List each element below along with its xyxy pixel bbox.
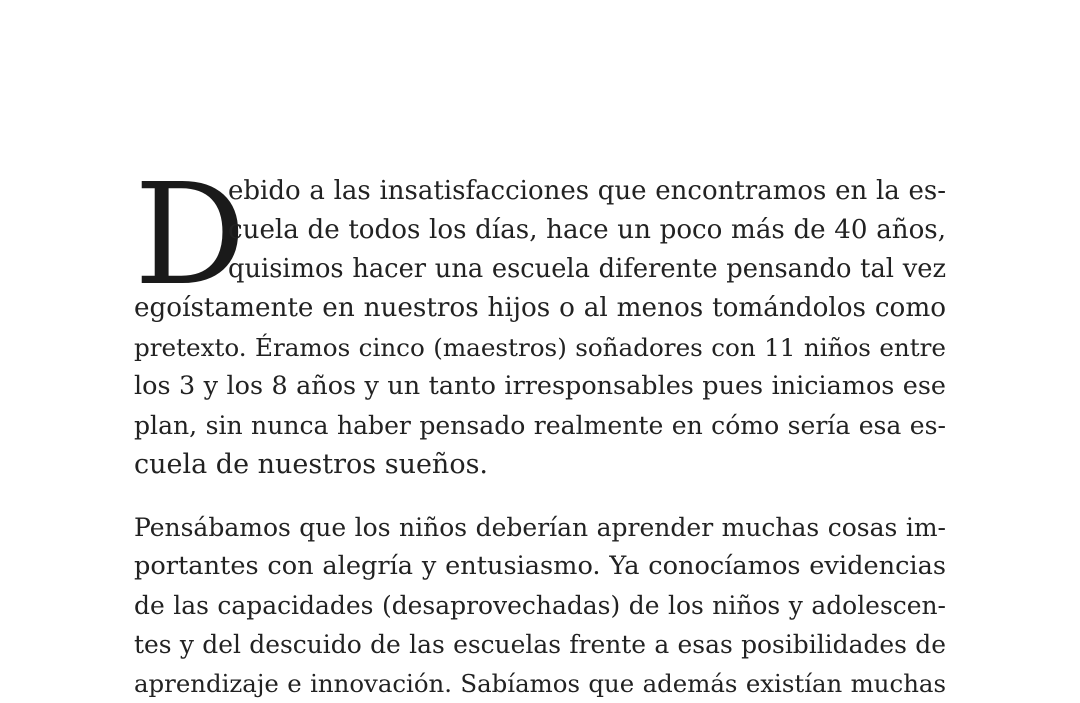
paragraph-line: pretexto. Éramos cinco (maestros) soñadores con 11 niños entre [134, 333, 946, 362]
paragraph-line: portantes con alegría y entusiasmo. Ya conocíamos evidencias [134, 551, 946, 581]
paragraph-line: cuela de nuestros sueños. [134, 449, 489, 480]
paragraph-line: los 3 y los 8 años y un tanto irresponsables pues iniciamos ese [134, 371, 946, 401]
paragraph-line: tes y del descuido de las escuelas frente a esas posibilidades de [134, 630, 946, 659]
drop-cap-letter: D [134, 154, 247, 317]
paragraph-1 [134, 172, 946, 484]
paragraph-line: quisimos hacer una escuela diferente pensando tal vez [228, 254, 946, 284]
paragraph-2 [134, 508, 946, 703]
paragraph-line: egoístamente en nuestros hijos o al menos tomándolos como [134, 293, 946, 323]
paragraph-line: ebido a las insatisfacciones que encontramos en la es- [228, 176, 946, 206]
paragraph-line: aprendizaje e innovación. Sabíamos que además existían muchas [134, 669, 946, 698]
paragraph-line: Pensábamos que los niños deberían aprender muchas cosas im- [134, 513, 946, 542]
paragraph-line: plan, sin nunca haber pensado realmente en cómo sería esa es- [134, 411, 946, 440]
paragraph-line: cuela de todos los días, hace un poco más de 40 años, [228, 215, 946, 245]
paragraph-line: de las capacidades (desaprovechadas) de los niños y adolescen- [134, 591, 946, 620]
